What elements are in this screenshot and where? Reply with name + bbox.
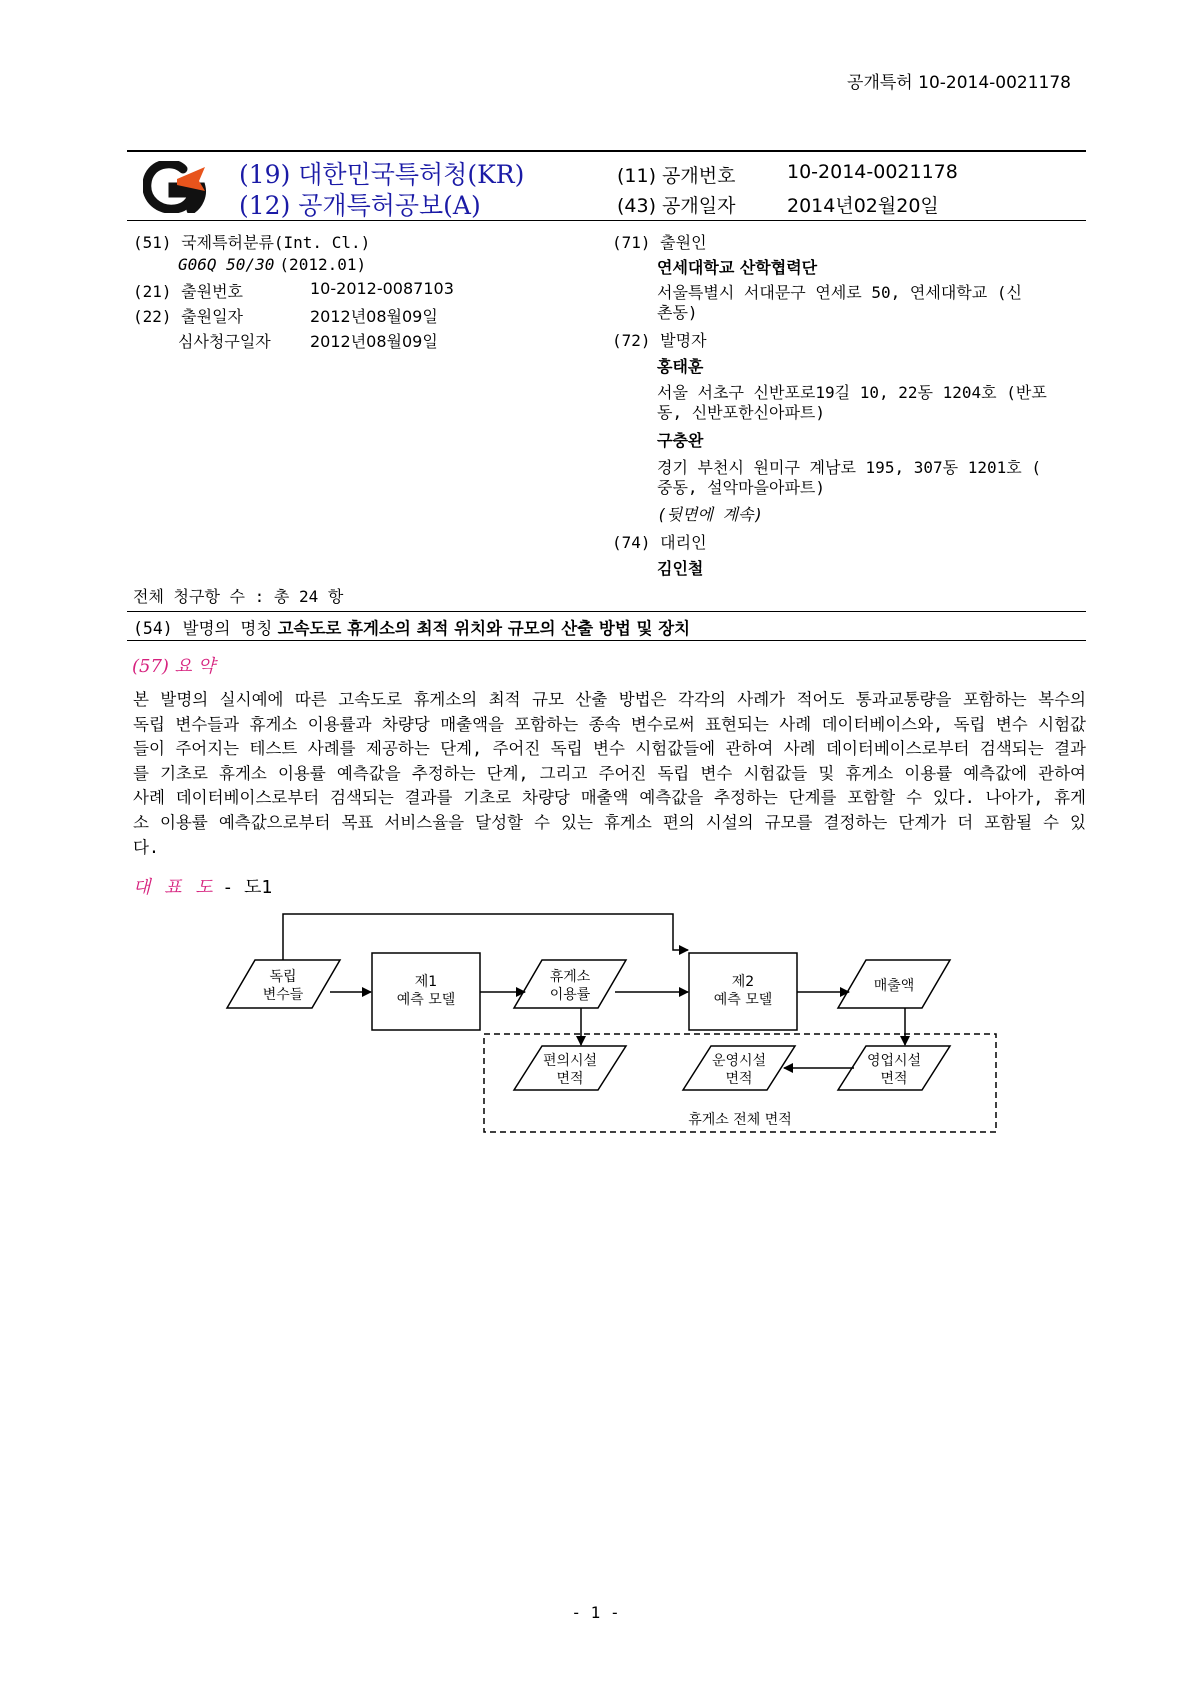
inventor1-address-line2: 동, 신반포한신아파트) xyxy=(657,403,826,422)
publication-number-value: 10-2014-0021178 xyxy=(787,161,958,183)
continued-note: (뒷면에 계속) xyxy=(657,505,764,524)
application-date-value: 2012년08월09일 xyxy=(310,307,438,326)
node-conv-line2: 면적 xyxy=(556,1071,584,1087)
representative-drawing-ref: - 도1 xyxy=(222,877,273,898)
agent-name: 김인철 xyxy=(657,559,704,578)
node-model2-line1: 제2 xyxy=(731,974,755,990)
claims-count: 전체 청구항 수 : 총 24 항 xyxy=(133,587,344,606)
arrow-indep-to-model2 xyxy=(283,914,688,960)
node-convenience-area xyxy=(514,1046,626,1090)
rule-before-title xyxy=(127,611,1086,612)
issuing-office-title: (19) 대한민국특허청(KR) xyxy=(239,160,525,189)
page-number: - 1 - xyxy=(571,1603,620,1622)
abstract-body: 본 발명의 실시예에 따른 고속도로 휴게소의 최적 규모 산출 방법은 각각의 사례가 적어도 통과교통량을 포함하는 복수의 독립 변수들과 휴게소 이용률과 차량당 매출액을 포함하는 종속 변수로써 표현되는 사례 데이터베이스와, 독립 변수 시험값들이 주어지는 테스트 사례를 제공하는 단계, 주어진 독립 변수 시험값들에 관하여 사례 데이터베이스로부터 검색되는 결과를 기초로 휴게소 이용률 예측값을 추정하는 단계, 그리고 주어진 독립 변수 시험값들 및 휴게소 이용률 예측값에 관하여 사례 데이터베이스로부터 검색되는 결과를 기초로 차량당 매출액 예측값을 추정하는 단계를 포함할 수 있다. 나아가, 휴게소 이용률 예측값으로부터 목표 서비스율을 달성할 수 있는 휴게소 편의 시설의 규모를 결정하는 단계가 더 포함될 수 있다. xyxy=(133,690,1086,857)
node-oper-line2: 면적 xyxy=(725,1071,753,1087)
applicant-address-line1: 서울특별시 서대문구 연세로 50, 연세대학교 (신 xyxy=(657,283,1022,302)
representative-drawing-label xyxy=(133,873,272,899)
node-sales xyxy=(838,960,950,1008)
node-indep-line1: 독립 xyxy=(269,969,297,985)
node-model-1 xyxy=(372,953,480,1030)
node-conv-line1: 편의시설 xyxy=(542,1053,598,1069)
applicant-name: 연세대학교 산학협력단 xyxy=(657,258,818,277)
application-number-label: (21) 출원번호 xyxy=(133,282,243,301)
node-model1-line1: 제1 xyxy=(414,974,438,990)
node-business-area xyxy=(838,1046,950,1090)
invention-title xyxy=(133,615,690,639)
inventor2-name: 구충완 xyxy=(657,431,704,450)
document-number-header: 공개특허 10-2014-0021178 xyxy=(847,73,1071,93)
publication-kind-title: (12) 공개특허공보(A) xyxy=(239,191,481,220)
inventor1-name: 홍태훈 xyxy=(657,357,704,376)
rule-after-title xyxy=(127,640,1086,641)
kipo-logo-icon xyxy=(143,161,207,213)
invention-title-label: (54) 발명의 명칭 xyxy=(133,619,273,638)
node-indep-line2: 변수들 xyxy=(262,987,304,1003)
inventor2-address-line1: 경기 부천시 원미구 계남로 195, 307동 1201호 ( xyxy=(657,458,1041,477)
node-sales-label: 매출액 xyxy=(873,978,915,994)
flow-diagram xyxy=(200,912,1010,1152)
node-usage-line2: 이용률 xyxy=(549,987,591,1003)
ipc-label: (51) 국제특허분류(Int. Cl.) xyxy=(133,233,371,252)
publication-number-label: (11) 공개번호 xyxy=(617,165,736,187)
agent-label: (74) 대리인 xyxy=(612,533,707,552)
inventor1-address-line1: 서울 서초구 신반포로19길 10, 22동 1204호 (반포 xyxy=(657,383,1047,402)
node-oper-line1: 운영시설 xyxy=(711,1053,767,1069)
node-usage-line1: 휴게소 xyxy=(549,969,591,985)
applicant-label: (71) 출원인 xyxy=(612,233,707,252)
examination-date-value: 2012년08월09일 xyxy=(310,332,438,351)
abstract-heading: (57) 요 약 xyxy=(132,656,216,677)
rule-top xyxy=(127,150,1086,152)
application-date-label: (22) 출원일자 xyxy=(133,307,243,326)
ipc-code: G06Q 50/30 xyxy=(178,255,275,274)
publication-date-label: (43) 공개일자 xyxy=(617,195,736,217)
ipc-version: (2012.01) xyxy=(279,255,367,274)
title-block xyxy=(127,153,1086,223)
node-biz-line2: 면적 xyxy=(880,1071,908,1087)
applicant-address-line2: 촌동) xyxy=(657,303,698,322)
node-biz-line1: 영업시설 xyxy=(866,1053,922,1069)
invention-title-value: 고속도로 휴게소의 최적 위치와 규모의 산출 방법 및 장치 xyxy=(277,619,691,638)
node-model1-line2: 예측 모델 xyxy=(396,992,456,1008)
examination-date-label: 심사청구일자 xyxy=(178,332,271,351)
node-usage-rate xyxy=(514,960,626,1008)
node-model-2 xyxy=(689,953,797,1030)
representative-drawing-title: 대 표 도 xyxy=(133,877,217,898)
node-independent-variables xyxy=(227,960,340,1008)
inventor-label: (72) 발명자 xyxy=(612,331,707,350)
node-model2-line2: 예측 모델 xyxy=(713,992,773,1008)
publication-date-value: 2014년02월20일 xyxy=(787,195,939,217)
node-operation-area xyxy=(683,1046,795,1090)
ipc-entry xyxy=(178,255,366,274)
inventor2-address-line2: 중동, 설악마을아파트) xyxy=(657,478,826,497)
application-number-value: 10-2012-0087103 xyxy=(310,279,454,298)
total-area-label: 휴게소 전체 면적 xyxy=(688,1112,792,1128)
